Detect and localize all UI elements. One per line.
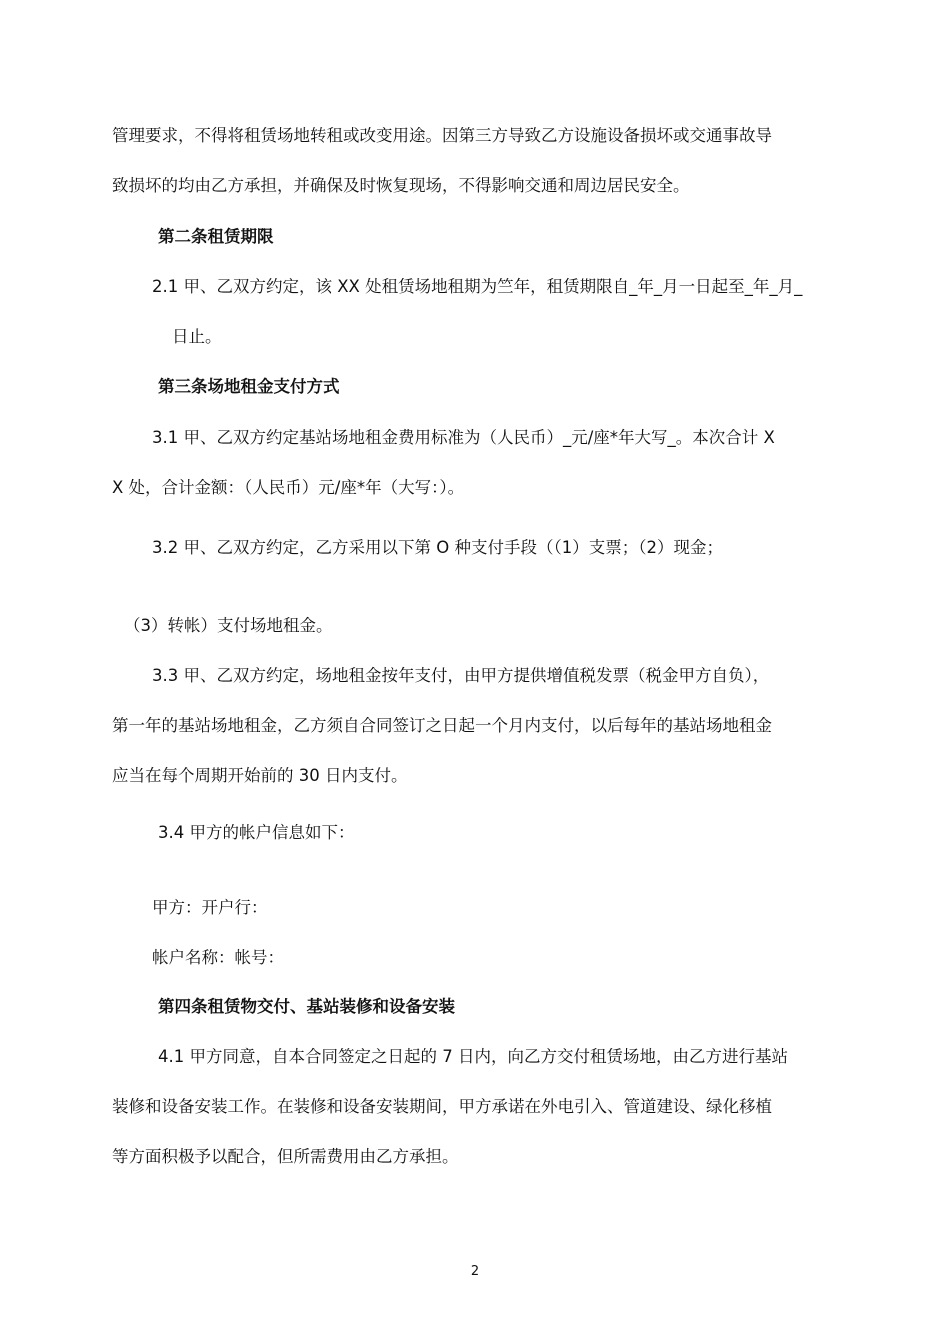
paragraph-line: 致损坏的均由乙方承担，并确保及时恢复现场，不得影响交通和周边居民安全。 bbox=[112, 176, 690, 195]
paragraph-line: 管理要求，不得将租赁场地转租或改变用途。因第三方导致乙方设施设备损坏或交通事故导 bbox=[112, 126, 772, 145]
clause-2-1-line: 2.1 甲、乙双方约定，该 XX 处租赁场地租期为竺年，租赁期限自_年_月一日起至_年_月_ bbox=[152, 277, 803, 296]
clause-4-1-line: 等方面积极予以配合，但所需费用由乙方承担。 bbox=[112, 1147, 459, 1166]
clause-3-2-line: 3.2 甲、乙双方约定，乙方采用以下第 O 种支付手段（（1）支票；（2）现金； bbox=[152, 538, 723, 557]
article-3-heading: 第三条场地租金支付方式 bbox=[158, 377, 340, 396]
clause-3-3-line: 3.3 甲、乙双方约定，场地租金按年支付，由甲方提供增值税发票（税金甲方自负）， bbox=[152, 666, 770, 685]
account-bank: 甲方：开户行： bbox=[152, 898, 268, 917]
clause-3-1-line: X 处，合计金额：（人民币）元/座*年（大写：）。 bbox=[112, 478, 465, 497]
article-4-heading: 第四条租赁物交付、基站装修和设备安装 bbox=[158, 997, 455, 1016]
clause-3-4: 3.4 甲方的帐户信息如下： bbox=[158, 823, 355, 842]
clause-3-3-line: 应当在每个周期开始前的 30 日内支付。 bbox=[112, 766, 408, 785]
clause-3-1-line: 3.1 甲、乙双方约定基站场地租金费用标准为（人民币）_元/座*年大写_。本次合计 X bbox=[152, 428, 775, 447]
article-2-heading: 第二条租赁期限 bbox=[158, 227, 274, 246]
clause-2-1-line: 日止。 bbox=[172, 327, 222, 346]
clause-4-1-line: 4.1 甲方同意，自本合同签定之日起的 7 日内，向乙方交付租赁场地，由乙方进行基站 bbox=[158, 1047, 788, 1066]
account-name: 帐户名称：帐号： bbox=[152, 948, 284, 967]
clause-3-3-line: 第一年的基站场地租金，乙方须自合同签订之日起一个月内支付，以后每年的基站场地租金 bbox=[112, 716, 772, 735]
clause-3-2-line: （3）转帐）支付场地租金。 bbox=[124, 616, 333, 635]
page-number: 2 bbox=[470, 1264, 480, 1279]
clause-4-1-line: 装修和设备安装工作。在装修和设备安装期间，甲方承诺在外电引入、管道建设、绿化移植 bbox=[112, 1097, 772, 1116]
